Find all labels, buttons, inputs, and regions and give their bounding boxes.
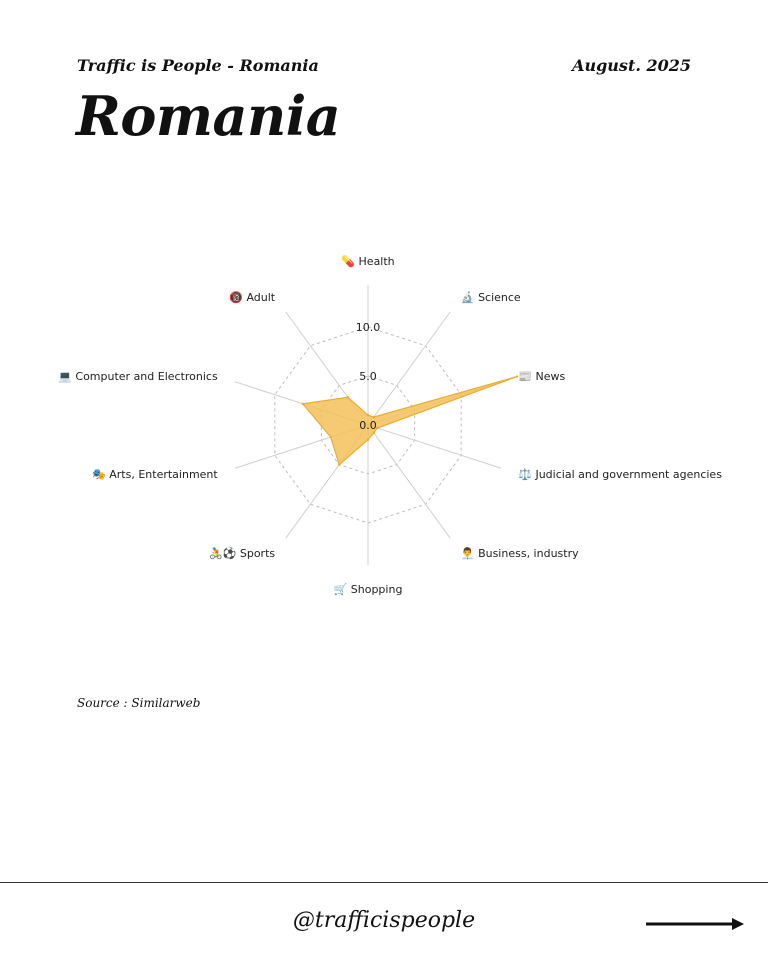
tick-label-0: 0.0 [359, 419, 377, 432]
axis-label-4 [461, 547, 579, 560]
page-title: Romania [76, 84, 341, 148]
category-emoji-icon: 📰 [518, 370, 536, 384]
data-point-8 [302, 403, 304, 405]
data-area [303, 377, 517, 465]
category-emoji-icon: 🎭 [92, 467, 110, 481]
data-point-4 [373, 432, 375, 434]
axis-label-7 [92, 468, 218, 481]
axis-line-3 [368, 425, 501, 468]
data-point-9 [347, 396, 349, 398]
axis-label-text: Judicial and government agencies [535, 467, 722, 481]
axis-label-text: Health [358, 255, 395, 268]
axis-label-9 [229, 291, 276, 304]
data-point-6 [338, 463, 340, 465]
category-emoji-icon: 👨‍💼 [460, 546, 479, 560]
axis-line-4 [368, 425, 450, 538]
data-point-0 [367, 414, 369, 416]
axis-label-3 [518, 468, 722, 481]
report-date: August. 2025 [572, 56, 691, 75]
category-emoji-icon: 💊 [341, 255, 359, 268]
footer-divider [0, 882, 768, 883]
axis-label-0 [341, 254, 394, 268]
category-emoji-icon: 🛒 [333, 583, 351, 596]
tick-label-1: 5.0 [359, 370, 377, 383]
axis-label-text: Shopping [350, 583, 403, 596]
tick-label-2: 10.0 [355, 321, 381, 334]
axis-label-1 [461, 290, 521, 304]
footer-handle[interactable]: @trafficispeople [292, 908, 476, 933]
axis-label-text: Sports [239, 546, 276, 560]
axis-label-text: Computer and Electronics [75, 370, 218, 384]
right-arrow-icon[interactable] [646, 916, 746, 932]
axis-label-8 [58, 370, 218, 383]
axis-label-text: Arts, Entertainment [109, 467, 218, 481]
axis-label-2 [518, 370, 565, 383]
data-point-1 [373, 416, 375, 418]
axis-label-text: Science [478, 291, 521, 305]
chart-subtitle: Traffic is People - Romania [77, 56, 319, 75]
axis-label-6 [209, 547, 275, 560]
category-emoji-icon: 🔬 [460, 291, 479, 305]
source-note: Source : Similarweb [77, 696, 201, 710]
category-emoji-icon: 💻 [58, 370, 76, 384]
axis-label-text: News [535, 370, 566, 384]
category-emoji-icon: 🚴⚽ [208, 546, 240, 560]
category-emoji-icon: 🔞 [229, 291, 247, 305]
data-point-7 [330, 436, 332, 438]
data-point-5 [367, 439, 369, 441]
category-emoji-icon: ⚖️ [518, 467, 536, 481]
axis-label-5 [334, 583, 403, 596]
axis-label-text: Business, industry [478, 546, 579, 560]
axis-label-text: Adult [246, 291, 276, 305]
